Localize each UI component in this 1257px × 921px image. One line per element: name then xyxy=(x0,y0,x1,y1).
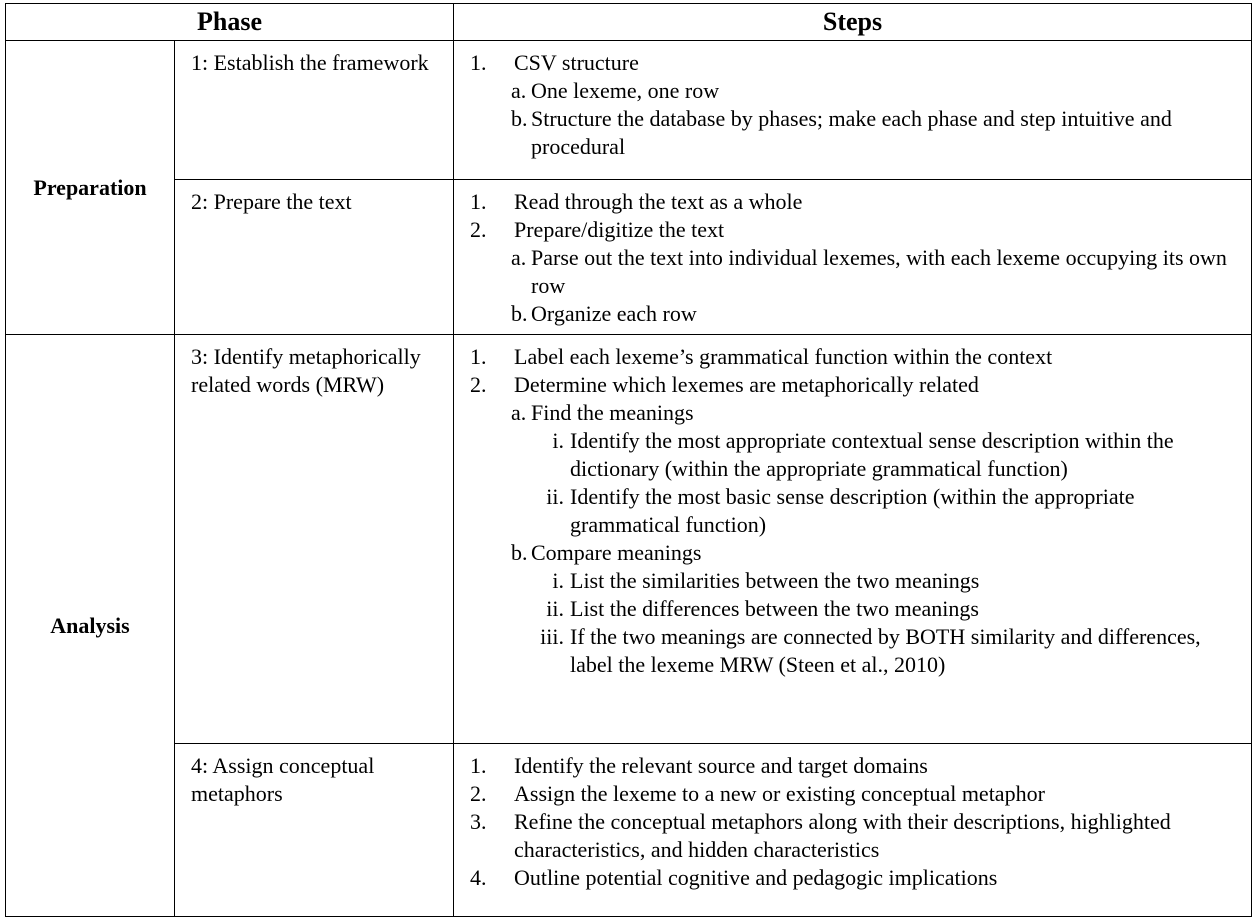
header-row xyxy=(6,4,1252,41)
phases-table xyxy=(5,3,1252,917)
step-item: iii. If the two meanings are connected by BOTH similarity and differences, label the lexeme MRW (Steen et al., 2010) xyxy=(540,624,1201,677)
step-item: a. Parse out the text into individual lexemes, with each lexeme occupying its own row xyxy=(511,245,1227,298)
table-row xyxy=(6,180,1252,335)
step-item: 4. Outline potential cognitive and pedagogic implications xyxy=(470,865,998,890)
step-item: a. Find the meanings xyxy=(511,400,694,425)
step-item: 2. Determine which lexemes are metaphorically related xyxy=(470,372,979,397)
step-item: ii. Identify the most basic sense description (within the appropriate grammatical function) xyxy=(546,484,1135,537)
step-item: 2. Assign the lexeme to a new or existing conceptual metaphor xyxy=(470,781,1045,806)
steps-cell xyxy=(454,180,1252,335)
step-item: 2. Prepare/digitize the text xyxy=(470,217,725,242)
step-item: i. List the similarities between the two meanings xyxy=(552,568,980,593)
phase-preparation: Preparation xyxy=(6,41,175,335)
steps-cell xyxy=(454,335,1252,744)
step-item: b. Structure the database by phases; make each phase and step intuitive and procedural xyxy=(511,106,1172,159)
table-row xyxy=(6,41,1252,180)
subphase-establish-framework: 1: Establish the framework xyxy=(175,41,454,180)
step-item: b. Compare meanings xyxy=(511,540,702,565)
subphase-prepare-text: 2: Prepare the text xyxy=(175,180,454,335)
step-item: a. One lexeme, one row xyxy=(511,78,720,103)
step-item: i. Identify the most appropriate contextual sense description within the dictionary (within the appropriate grammatical function) xyxy=(552,428,1174,481)
subphase-identify-mrw: 3: Identify metaphorically related words (MRW) xyxy=(175,335,454,744)
step-item: 1. Identify the relevant source and target domains xyxy=(470,753,928,778)
table-row xyxy=(6,744,1252,917)
step-item: 1. Read through the text as a whole xyxy=(470,189,803,214)
steps-cell xyxy=(454,744,1252,917)
steps-cell xyxy=(454,41,1252,180)
subphase-assign-metaphors: 4: Assign conceptual metaphors xyxy=(175,744,454,917)
table-row xyxy=(6,335,1252,744)
step-item: 1. Label each lexeme’s grammatical function within the context xyxy=(470,344,1053,369)
step-item: 1. CSV structure xyxy=(470,50,639,75)
phase-header: Phase xyxy=(6,4,454,41)
step-item: b. Organize each row xyxy=(511,301,697,326)
step-item: 3. Refine the conceptual metaphors along with their descriptions, highlighted characteristics, and hidden characteristics xyxy=(470,809,1171,862)
steps-header: Steps xyxy=(454,4,1252,41)
step-item: ii. List the differences between the two meanings xyxy=(546,596,979,621)
phase-analysis: Analysis xyxy=(6,335,175,917)
